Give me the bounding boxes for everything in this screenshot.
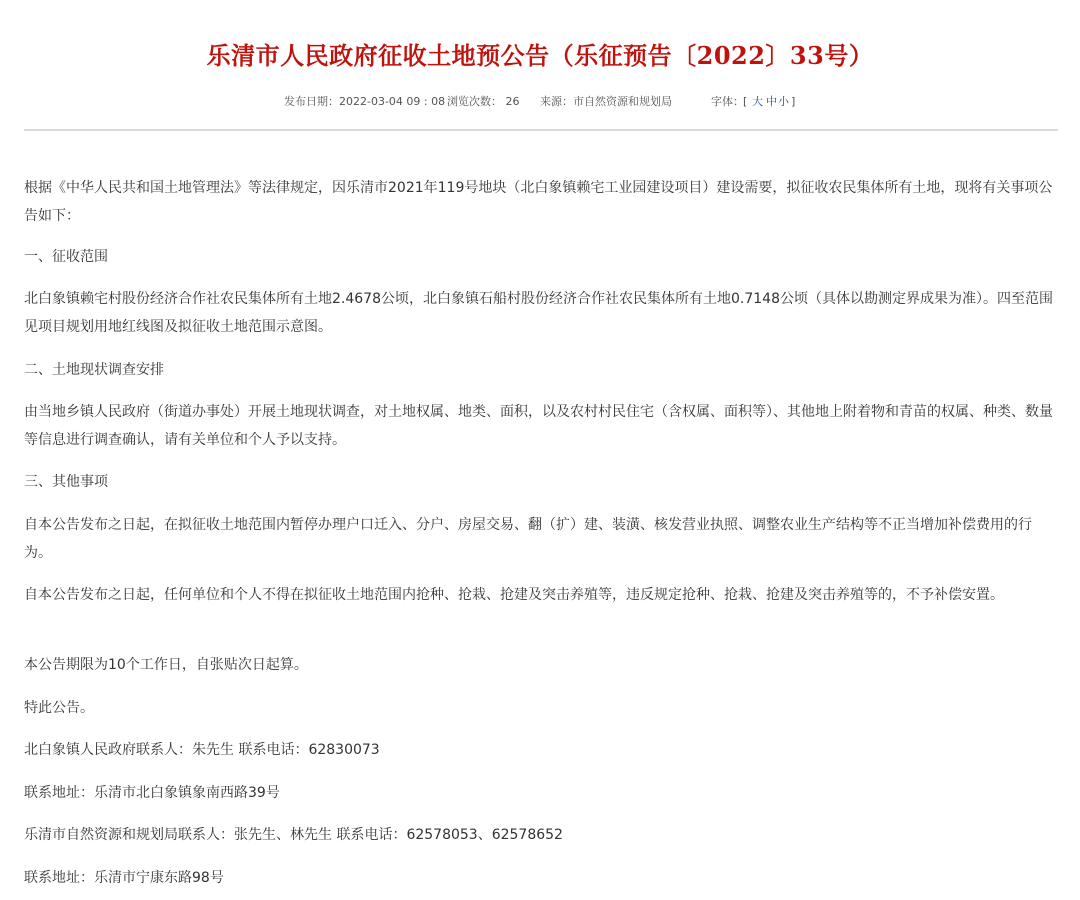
paragraph-scope: 北白象镇赖宅村股份经济合作社农民集体所有土地2.4678公顷，北白象镇石船村股份经济合作社农民集体所有土地0.7148公顷（具体以勘测定界成果为准）。四至范围见项目规划用地红线图及拟征收土地范围示意图。: [24, 291, 1053, 335]
font-size-bracket-close: ]: [791, 95, 796, 108]
article-meta: [0, 92, 1080, 112]
publish-date: 发布日期：2022-03-04 09 : 08: [284, 95, 446, 108]
section-heading-survey: 二、土地现状调查安排: [24, 362, 164, 378]
contact-town-government: 北白象镇人民政府联系人：朱先生 联系电话：62830073: [24, 742, 380, 758]
paragraph-other-2: 自本公告发布之日起，任何单位和个人不得在拟征收土地范围内抢种、抢栽、抢建及突击养殖等，违反规定抢种、抢栽、抢建及突击养殖等的，不予补偿安置。: [24, 587, 1004, 603]
header-divider: [24, 129, 1058, 131]
paragraph-intro: 根据《中华人民共和国土地管理法》等法律规定，因乐清市2021年119号地块（北白象镇赖宅工业园建设项目）建设需要，拟征收农民集体所有土地，现将有关事项公告如下：: [24, 180, 1053, 224]
view-count: 浏览次数： 26: [447, 95, 520, 108]
page-title: 乐清市人民政府征收土地预公告（乐征预告〔2022〕33号）: [206, 41, 874, 71]
paragraph-survey: 由当地乡镇人民政府（街道办事处）开展土地现状调查，对土地权属、地类、面积，以及农村村民住宅（含权属、面积等）、其他地上附着物和青苗的权属、种类、数量等信息进行调查确认，请有关单位和个人予以支持。: [24, 404, 1053, 448]
address-town-government: 联系地址：乐清市北白象镇象南西路39号: [24, 785, 280, 801]
font-size-large-button[interactable]: 大: [752, 95, 763, 108]
paragraph-closing: 特此公告。: [24, 700, 94, 716]
font-size-small-button[interactable]: 小: [778, 95, 789, 108]
font-size-medium-button[interactable]: 中: [766, 95, 777, 108]
paragraph-period: 本公告期限为10个工作日，自张贴次日起算。: [24, 657, 308, 673]
paragraph-other-1: 自本公告发布之日起，在拟征收土地范围内暂停办理户口迁入、分户、房屋交易、翻（扩）建、装潢、核发营业执照、调整农业生产结构等不正当增加补偿费用的行为。: [24, 517, 1032, 561]
address-resources-bureau: 联系地址：乐清市宁康东路98号: [24, 870, 224, 886]
font-size-label: 字体：: [711, 95, 744, 108]
section-heading-scope: 一、征收范围: [24, 249, 108, 265]
section-heading-other: 三、其他事项: [24, 474, 108, 490]
contact-resources-bureau: 乐清市自然资源和规划局联系人：张先生、林先生 联系电话：62578053、62578652: [24, 827, 563, 843]
font-size-bracket-open: [: [743, 95, 748, 108]
source: 来源：市自然资源和规划局: [540, 95, 672, 108]
